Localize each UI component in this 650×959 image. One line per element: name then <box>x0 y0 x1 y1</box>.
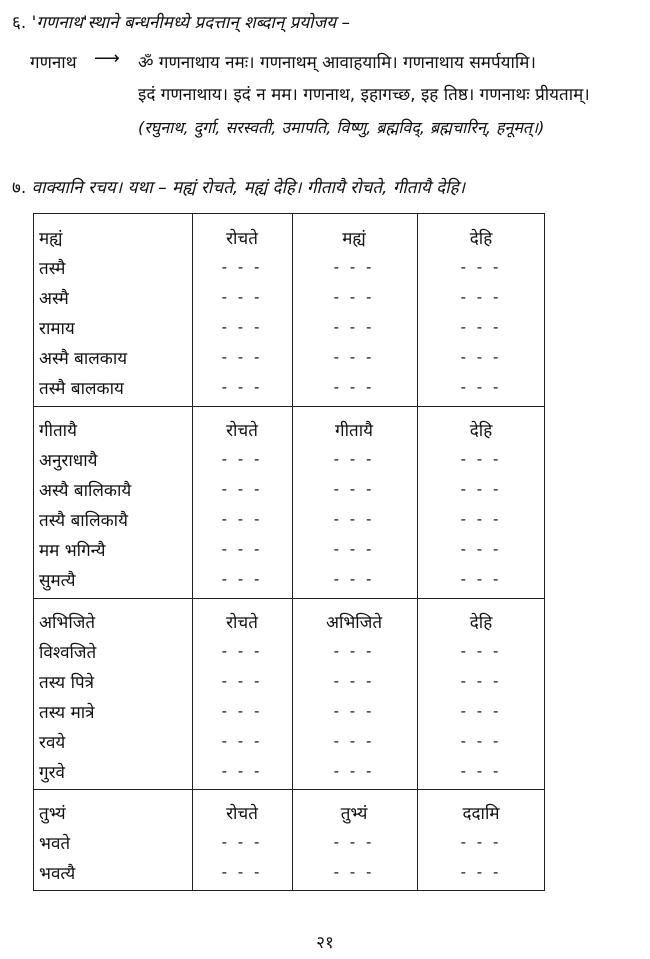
blank-placeholder: - - - <box>460 863 502 881</box>
blank-placeholder: - - - <box>333 258 375 276</box>
group-header-word: गीतायै <box>39 421 77 441</box>
blank-placeholder: - - - <box>460 450 502 468</box>
q7-heading <box>12 175 465 198</box>
table-row-word: अस्मै <box>39 289 69 309</box>
blank-placeholder: - - - <box>460 348 502 366</box>
q6-instruction: 'गणनाथ'स्थाने बन्धनीमध्ये प्रदत्तान् शब्दान् प्रयोजय – <box>31 13 350 33</box>
table-row-word: अस्यै बालिकायै <box>39 481 132 501</box>
blank-placeholder: - - - <box>333 642 375 660</box>
table-row-word: अनुराधायै <box>39 451 98 471</box>
table-row-word: भवते <box>39 834 71 854</box>
blank-placeholder: - - - <box>460 762 502 780</box>
blank-placeholder: - - - <box>221 288 263 306</box>
table-row-word: भवत्यै <box>39 864 76 884</box>
blank-placeholder: - - - <box>460 258 502 276</box>
group-divider <box>34 406 544 407</box>
q6-number: ६. <box>12 13 27 33</box>
blank-placeholder: - - - <box>333 570 375 588</box>
table-row-word: रामाय <box>39 319 75 339</box>
group-header-cell: रोचते <box>226 804 258 824</box>
q7-number: ७. <box>12 178 27 198</box>
table-row-word: मम भगिन्यै <box>39 541 106 561</box>
exercise-table <box>33 213 545 891</box>
table-row-word: सुमत्यै <box>39 571 76 591</box>
blank-placeholder: - - - <box>460 732 502 750</box>
blank-placeholder: - - - <box>333 762 375 780</box>
table-row-word: अस्मै बालकाय <box>39 349 128 369</box>
blank-placeholder: - - - <box>333 540 375 558</box>
group-header-word: अभिजिते <box>39 613 96 633</box>
blank-placeholder: - - - <box>221 672 263 690</box>
blank-placeholder: - - - <box>460 642 502 660</box>
q6-line2: इदं गणनाथाय। इदं न मम। गणनाथ, इहागच्छ, इह तिष्ठ। गणनाथः प्रीयताम्। <box>138 85 590 105</box>
group-header-word: तुभ्यं <box>39 804 66 824</box>
blank-placeholder: - - - <box>221 540 263 558</box>
arrow-right-icon: ⟶ <box>94 48 120 69</box>
blank-placeholder: - - - <box>333 480 375 498</box>
blank-placeholder: - - - <box>221 378 263 396</box>
table-row-word: तस्य मात्रे <box>39 703 95 723</box>
group-divider <box>34 789 544 790</box>
blank-placeholder: - - - <box>221 702 263 720</box>
blank-placeholder: - - - <box>333 450 375 468</box>
blank-placeholder: - - - <box>333 510 375 528</box>
blank-placeholder: - - - <box>333 863 375 881</box>
page-number: २१ <box>316 933 334 953</box>
blank-placeholder: - - - <box>460 480 502 498</box>
blank-placeholder: - - - <box>221 450 263 468</box>
blank-placeholder: - - - <box>221 348 263 366</box>
table-row-word: तस्य पित्रे <box>39 673 95 693</box>
blank-placeholder: - - - <box>221 732 263 750</box>
group-header-word: मह्यं <box>39 229 63 249</box>
blank-placeholder: - - - <box>460 378 502 396</box>
blank-placeholder: - - - <box>221 258 263 276</box>
blank-placeholder: - - - <box>460 833 502 851</box>
blank-placeholder: - - - <box>333 732 375 750</box>
blank-placeholder: - - - <box>221 480 263 498</box>
blank-placeholder: - - - <box>221 762 263 780</box>
group-divider <box>34 598 544 599</box>
group-header-cell: रोचते <box>226 229 258 249</box>
group-header-cell: रोचते <box>226 613 258 633</box>
table-row-word: तस्मै <box>39 259 66 279</box>
blank-placeholder: - - - <box>460 540 502 558</box>
q6-line1: ॐ गणनाथाय नमः। गणनाथम् आवाहयामि। गणनाथाय समर्पयामि। <box>138 53 536 73</box>
group-header-cell: अभिजिते <box>325 613 383 633</box>
blank-placeholder: - - - <box>333 833 375 851</box>
q6-word: गणनाथ <box>30 53 77 73</box>
blank-placeholder: - - - <box>460 702 502 720</box>
table-row-word: विश्वजिते <box>39 643 97 663</box>
group-header-cell: रोचते <box>226 421 258 441</box>
group-header-cell: देहि <box>469 229 493 249</box>
group-header-cell: मह्यं <box>342 229 366 249</box>
blank-placeholder: - - - <box>333 348 375 366</box>
table-row-word: रवये <box>39 733 66 753</box>
group-header-cell: गीतायै <box>335 421 373 441</box>
blank-placeholder: - - - <box>221 863 263 881</box>
group-header-cell: देहि <box>469 613 493 633</box>
blank-placeholder: - - - <box>333 702 375 720</box>
blank-placeholder: - - - <box>221 570 263 588</box>
blank-placeholder: - - - <box>460 510 502 528</box>
blank-placeholder: - - - <box>460 570 502 588</box>
blank-placeholder: - - - <box>333 288 375 306</box>
table-row-word: तस्यै बालिकायै <box>39 511 128 531</box>
q6-heading <box>12 10 350 33</box>
blank-placeholder: - - - <box>333 378 375 396</box>
blank-placeholder: - - - <box>221 642 263 660</box>
group-header-cell: ददामि <box>462 804 500 824</box>
table-row-word: तस्मै बालकाय <box>39 379 124 399</box>
blank-placeholder: - - - <box>221 833 263 851</box>
table-row-word: गुरवे <box>39 763 65 783</box>
blank-placeholder: - - - <box>460 288 502 306</box>
blank-placeholder: - - - <box>460 672 502 690</box>
q6-options: (रघुनाथ, दुर्गा, सरस्वती, उमापति, विष्णु, ब्रह्मविद्, ब्रह्मचारिन्, हनूमत्।) <box>138 118 545 137</box>
blank-placeholder: - - - <box>333 318 375 336</box>
blank-placeholder: - - - <box>333 672 375 690</box>
blank-placeholder: - - - <box>221 510 263 528</box>
q7-instruction: वाक्यानि रचय। यथा – मह्यं रोचते, मह्यं देहि। गीतायै रोचते, गीतायै देहि। <box>31 178 466 198</box>
group-header-cell: तुभ्यं <box>340 804 368 824</box>
group-header-cell: देहि <box>469 421 493 441</box>
blank-placeholder: - - - <box>460 318 502 336</box>
blank-placeholder: - - - <box>221 318 263 336</box>
